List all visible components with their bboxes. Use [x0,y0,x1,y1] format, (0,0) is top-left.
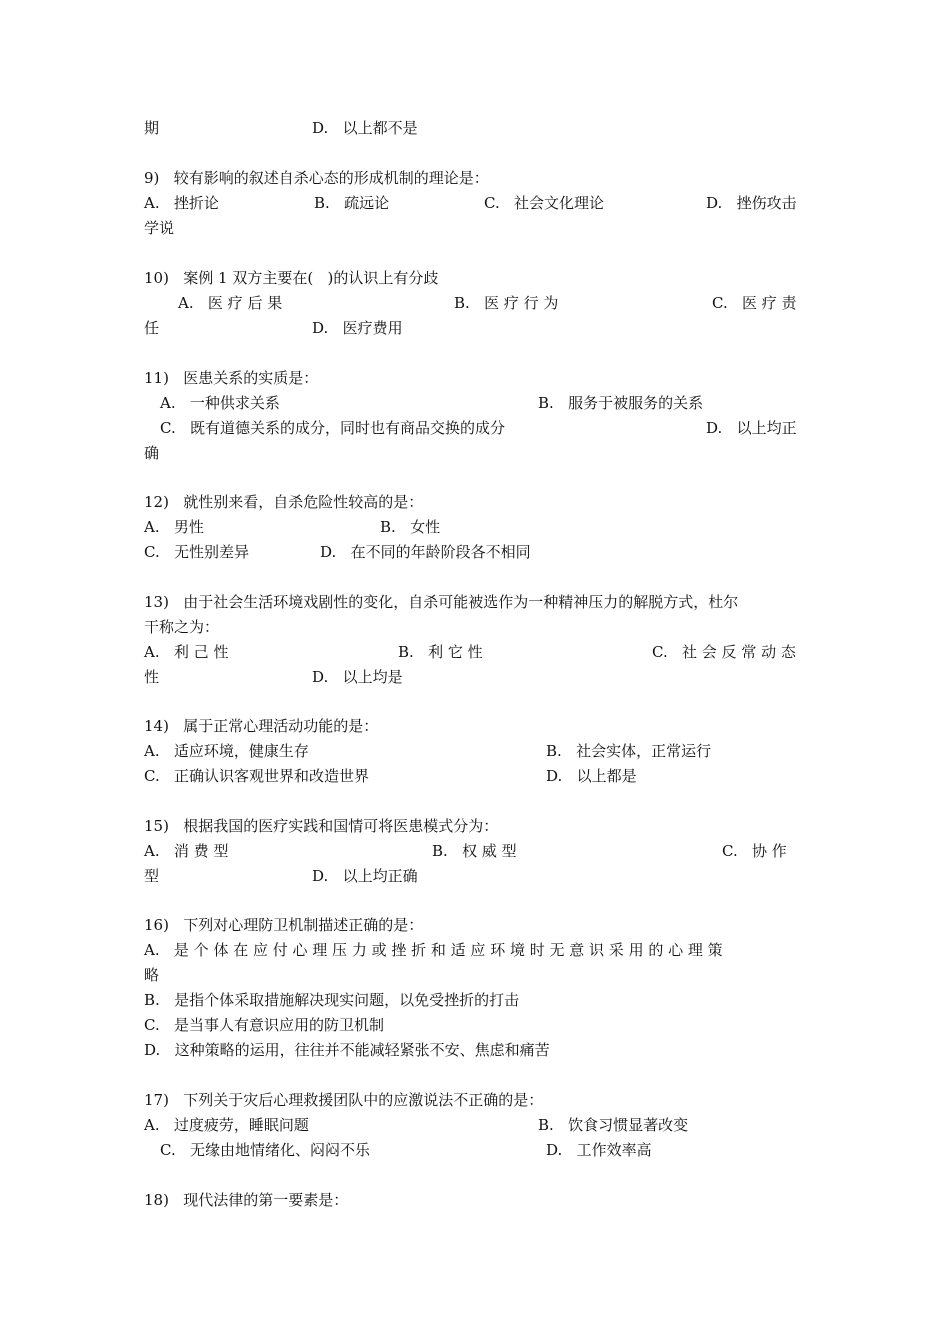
q10-option-b: B. 医 疗 行 为 [454,294,559,312]
q15-options-cont [144,864,808,888]
q11-options-ab [144,391,808,415]
q12-option-d: D. 在不同的年龄阶段各不相同 [320,543,531,561]
q9-option-b: B. 疏远论 [314,194,390,212]
q9-option-a: A. 挫折论 [144,194,219,212]
q16-option-b: B. 是指个体采取措施解决现实问题，以免受挫折的打击 [144,991,520,1009]
q11-option-d-continuation: 确 [144,444,160,462]
q9-options-cont [144,216,808,240]
q11-option-b: B. 服务于被服务的关系 [538,394,704,412]
q13-stem-text: 13) 由于社会生活环境戏剧性的变化，自杀可能被选作为一种精神压力的解脱方式，杜尔 [144,593,739,611]
q18-stem-text: 18) 现代法律的第一要素是： [144,1191,349,1209]
q15-option-c-continuation: 型 [144,867,160,885]
q12-stem-text: 12) 就性别来看，自杀危险性较高的是： [144,493,424,511]
q13-stem [144,590,808,614]
q15-option-b: B. 权 威 型 [432,842,517,860]
q10-options [144,291,808,315]
q13-option-a: A. 利 己 性 [144,643,229,661]
q11-option-a: A. 一种供求关系 [160,394,280,412]
q13-option-d: D. 以上均是 [312,668,403,686]
q8-option-d: D. 以上都不是 [312,119,418,137]
q12-option-b: B. 女性 [380,518,441,536]
q8-option-c-continuation: 期 [144,119,160,137]
q16-option-b-line [144,988,808,1012]
q15-option-c: C. 协 作 [722,842,787,860]
q13-option-c: C. 社 会 反 常 动 态 [652,643,796,661]
q11-stem-text: 11) 医患关系的实质是： [144,369,319,387]
q16-option-c: C. 是当事人有意识应用的防卫机制 [144,1016,385,1034]
q13-option-b: B. 利 它 性 [398,643,483,661]
q9-option-d-continuation: 学说 [144,219,175,237]
q13-options [144,640,808,664]
q14-stem [144,714,808,738]
q16-option-d: D. 这种策略的运用，往往并不能减轻紧张不安、焦虑和痛苦 [144,1041,550,1059]
q12-option-c: C. 无性别差异 [144,543,250,561]
q16-option-d-line [144,1038,808,1062]
q10-options-cont [144,316,808,340]
q9-option-d: D. 挫伤攻击 [706,194,797,212]
q17-option-b: B. 饮食习惯显著改变 [538,1116,689,1134]
q15-stem-text: 15) 根据我国的医疗实践和国情可将医患模式分为： [144,817,499,835]
q17-options-cd [144,1138,808,1162]
q14-options-ab [144,739,808,763]
q10-option-d: D. 医疗费用 [312,319,403,337]
q8-line [144,116,808,140]
q16-option-a-line [144,938,808,962]
q14-option-d: D. 以上都是 [546,767,637,785]
q9-options [144,191,808,215]
q12-option-a: A. 男性 [144,518,204,536]
q10-option-c-continuation: 任 [144,319,160,337]
q10-option-a: A. 医 疗 后 果 [178,294,283,312]
q17-option-a: A. 过度疲劳，睡眠问题 [144,1116,309,1134]
q13-options-cont [144,665,808,689]
q16-stem [144,913,808,937]
q9-option-c: C. 社会文化理论 [484,194,605,212]
q15-option-d: D. 以上均正确 [312,867,418,885]
q11-option-c: C. 既有道德关系的成分，同时也有商品交换的成分 [160,419,506,437]
q12-options-cd [144,540,808,564]
q17-option-d: D. 工作效率高 [546,1141,652,1159]
q16-option-a-continuation: 略 [144,966,160,984]
q14-option-b: B. 社会实体，正常运行 [546,742,712,760]
q9-stem-text: 9) 较有影响的叙述自杀心态的形成机制的理论是： [144,169,489,187]
q16-stem-text: 16) 下列对心理防卫机制描述正确的是： [144,916,424,934]
q14-stem-text: 14) 属于正常心理活动功能的是： [144,717,379,735]
q13-stem-cont [144,615,808,639]
q15-options [144,839,808,863]
q16-option-a: A. 是 个 体 在 应 付 心 理 压 力 或 挫 折 和 适 应 环 境 时 无 意 识 采 用 的 心 理 策 [144,941,723,959]
q17-stem-text: 17) 下列关于灾后心理救援团队中的应激说法不正确的是： [144,1091,544,1109]
q11-stem [144,366,808,390]
q18-stem [144,1188,808,1212]
q11-options-cd [144,416,808,440]
q11-option-d: D. 以上均正 [706,419,797,437]
q9-stem [144,166,808,190]
q17-options-ab [144,1113,808,1137]
q14-option-c: C. 正确认识客观世界和改造世界 [144,767,370,785]
q10-stem-text: 10) 案例 1 双方主要在( )的认识上有分歧 [144,269,439,287]
q12-options-ab [144,515,808,539]
q14-option-a: A. 适应环境，健康生存 [144,742,309,760]
q12-stem [144,490,808,514]
q16-option-c-line [144,1013,808,1037]
q13-stem-continuation: 干称之为： [144,618,220,636]
q15-option-a: A. 消 费 型 [144,842,229,860]
q17-option-c: C. 无缘由地情绪化、闷闷不乐 [160,1141,371,1159]
q13-option-c-continuation: 性 [144,668,160,686]
q15-stem [144,814,808,838]
q14-options-cd [144,764,808,788]
q10-option-c: C. 医 疗 责 [712,294,797,312]
q17-stem [144,1088,808,1112]
q10-stem [144,266,808,290]
q16-option-a-cont [144,963,808,987]
q11-options-cont [144,441,808,465]
